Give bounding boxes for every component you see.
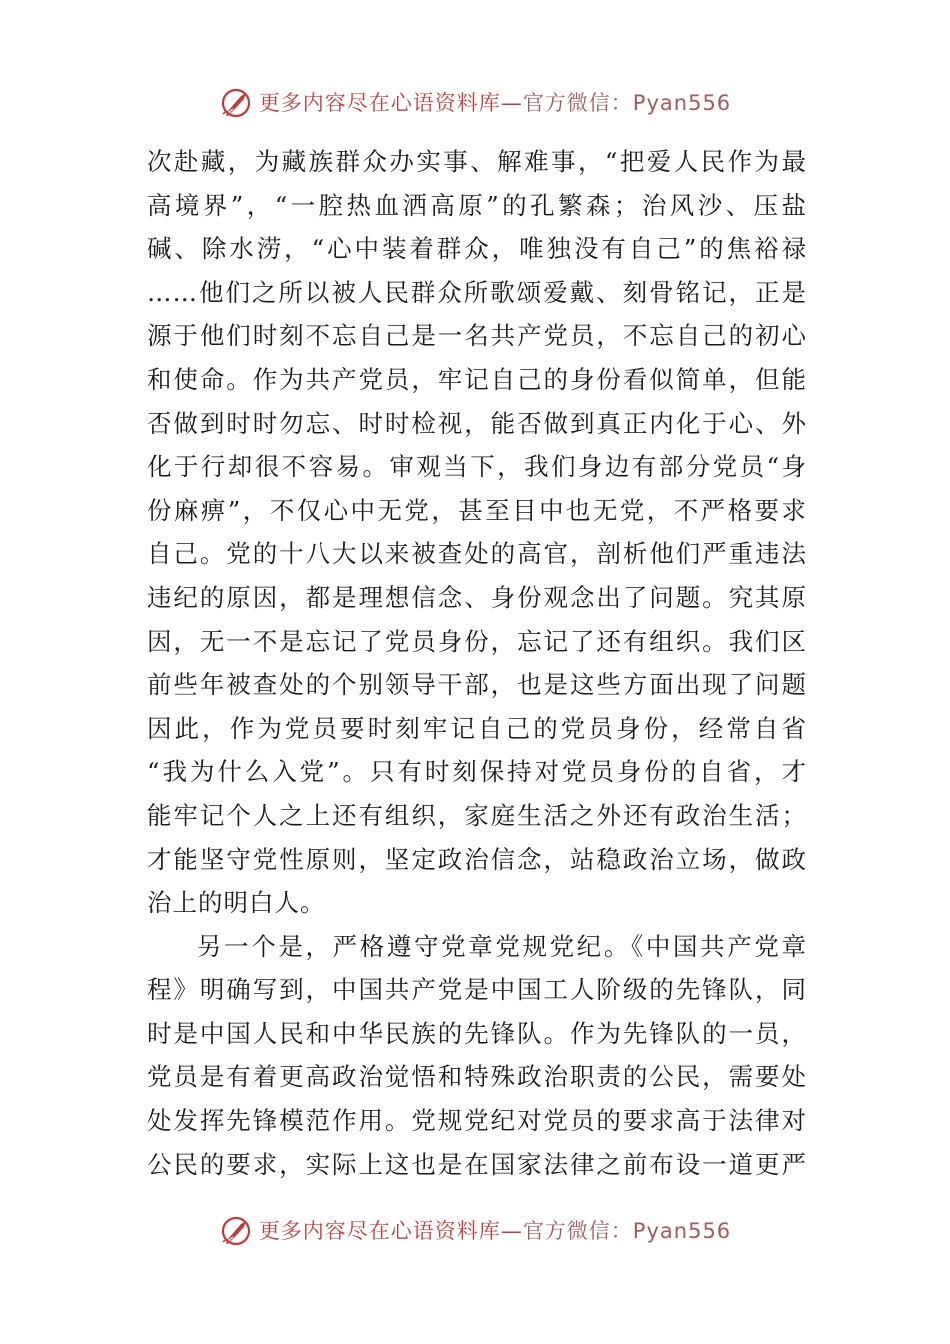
header-banner-main: 更多内容尽在心语资料库: [258, 91, 501, 115]
body-line: ……他们之所以被人民群众所歌颂爱戴、刻骨铭记，正是: [147, 277, 807, 307]
body-line: 自己。党的十八大以来被查处的高官，剖析他们严重违法: [147, 539, 807, 569]
body-line: “我为什么入党”。只有时刻保持对党员身份的自省，才: [147, 757, 807, 787]
body-line: 程》明确写到，中国共产党是中国工人阶级的先锋队，同: [147, 975, 807, 1005]
document-body: [147, 140, 807, 1186]
body-line: 化于行却很不容易。审观当下，我们身边有部分党员“身: [147, 452, 807, 482]
body-line: 前些年被查处的个别领导干部，也是这些方面出现了问题: [147, 670, 807, 700]
paragraph-start-line: 另一个是，严格遵守党章党规党纪。《中国共产党章: [197, 931, 807, 961]
body-line: 次赴藏，为藏族群众办实事、解难事，“把爱人民作为最: [147, 147, 807, 176]
body-line: 因此，作为党员要时刻牢记自己的党员身份，经常自省: [147, 713, 807, 743]
header-banner-text: [259, 87, 731, 117]
footer-banner-dash: —: [500, 1219, 523, 1243]
body-line: 治上的明白人。: [147, 888, 326, 918]
body-line: 碱、除水涝，“心中装着群众，唯独没有自己”的焦裕禄: [147, 234, 807, 264]
body-line: 公民的要求，实际上这也是在国家法律之前布设一道更严: [147, 1149, 807, 1179]
body-line: 否做到时时勿忘、时时检视，能否做到真正内化于心、外: [147, 408, 807, 438]
header-banner: [0, 80, 950, 124]
body-line: 因，无一不是忘记了党员身份，忘记了还有组织。我们区: [147, 626, 807, 656]
footer-banner-wechat: 官方微信：Pyan556: [522, 1219, 732, 1243]
body-line: 高境界”，“一腔热血洒高原”的孔繁森；治风沙、压盐: [147, 190, 807, 220]
body-line: 时是中国人民和中华民族的先锋队。作为先锋队的一员，: [147, 1018, 807, 1048]
footer-banner-main: 更多内容尽在心语资料库: [258, 1219, 501, 1243]
body-line: 和使命。作为共产党员，牢记自己的身份看似简单，但能: [147, 364, 807, 394]
body-line: 才能坚守党性原则，坚定政治信念，站稳政治立场，做政: [147, 844, 807, 874]
body-line: 违纪的原因，都是理想信念、身份观念出了问题。究其原: [147, 582, 807, 612]
header-banner-wechat: 官方微信：Pyan556: [522, 91, 732, 115]
header-banner-dash: —: [500, 91, 523, 115]
footer-banner: [0, 1208, 950, 1252]
body-line: 源于他们时刻不忘自己是一名共产党员，不忘自己的初心: [147, 321, 807, 351]
body-line: 处发挥先锋模范作用。党规党纪对党员的要求高于法律对: [147, 1106, 807, 1136]
pen-nib-logo-icon: [219, 84, 255, 120]
body-line: 能牢记个人之上还有组织，家庭生活之外还有政治生活；: [147, 800, 807, 830]
body-line: 党员是有着更高政治觉悟和特殊政治职责的公民，需要处: [147, 1062, 807, 1092]
pen-nib-logo-icon: [219, 1212, 255, 1248]
body-line: 份麻痹”，不仅心中无党，甚至目中也无党，不严格要求: [147, 495, 807, 525]
footer-banner-text: [259, 1215, 731, 1245]
